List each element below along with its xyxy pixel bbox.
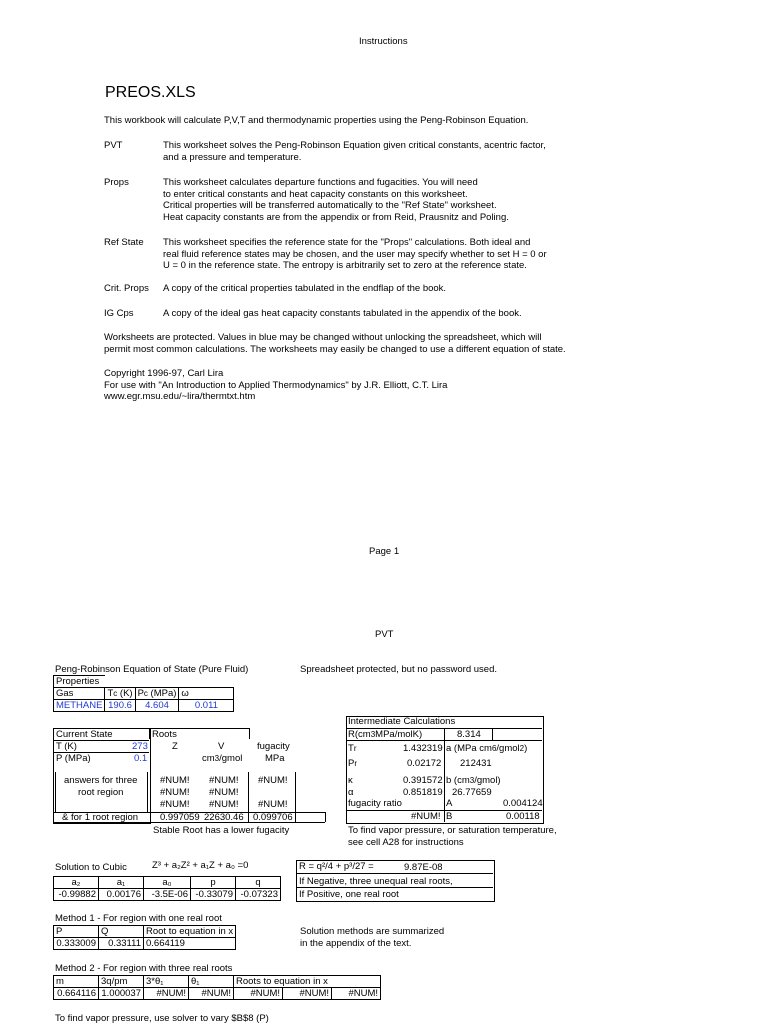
col-tc: Tc (K) [105, 688, 135, 700]
fugacity-root: #NUM! [258, 799, 288, 810]
method1-label: Method 1 - For region with one real root [55, 913, 222, 924]
tr-value: 1.432319 [403, 743, 443, 754]
section-label: PVT [104, 140, 123, 151]
omega-input[interactable]: 0.011 [179, 700, 234, 712]
pr-label: Pr [348, 758, 358, 769]
fugacity-ratio-label: fugacity ratio [348, 798, 402, 809]
positive-note: If Positive, one real root [299, 889, 399, 900]
section-text: This worksheet calculates departure functions and fugacities. You will need to enter critical constants and heat capacity constants on this worksheet. Critical properties will be transferred automatically to the "Ref State" worksheet. Heat capacity constants are from the appendix or from Reid, Prausnitz and Poling. [163, 177, 509, 223]
z-value: 0.997059 [160, 812, 200, 823]
intro-text: This workbook will calculate P,V,T and thermodynamic properties using the Peng-Robinson Equation. [104, 115, 529, 126]
gas-input[interactable]: METHANE [54, 700, 105, 712]
fugacity-unit: MPa [265, 753, 285, 764]
intermediate-title: Intermediate Calculations [348, 716, 456, 727]
r-value: 9.87E-08 [404, 862, 443, 873]
z-root: #NUM! [160, 799, 190, 810]
stable-root-note: Stable Root has a lower fugacity [153, 825, 290, 836]
solver-note: To find vapor pressure, use solver to vary $B$8 (P) [55, 1013, 269, 1024]
section-label: Ref State [104, 237, 144, 248]
vapor-pressure-note: see cell A28 for instructions [348, 837, 464, 848]
document-title: PREOS.XLS [105, 84, 196, 101]
p-input[interactable]: 0.1 [134, 753, 148, 764]
fugacity-ratio-value: #NUM! [411, 811, 441, 822]
t-label: T (K) [56, 741, 77, 752]
p-label: P (MPa) [56, 753, 91, 764]
section-text: A copy of the critical properties tabulated in the endflap of the book. [163, 283, 447, 294]
kappa-value: 0.391572 [403, 775, 443, 786]
A-value: 0.004124 [503, 798, 543, 809]
b-value: 26.77659 [452, 787, 492, 798]
z-header: Z [172, 741, 178, 752]
protect-note: Spreadsheet protected, but no password used. [300, 664, 497, 675]
properties-label: Properties [54, 676, 105, 688]
method1-table: P Q Root to equation in x 0.333009 0.33111 0.664119 [53, 925, 236, 950]
col-omega: ω [179, 688, 234, 700]
a-value: 212431 [460, 758, 492, 769]
current-state-label: Current State [56, 729, 113, 740]
a-label: a (MPa cm6/gmol2) [446, 743, 528, 754]
B-value: 0.00118 [506, 811, 540, 822]
method2-table: m 3q/pm 3*θ₁ θ₁ Roots to equation in x 0.664116 1.000037 #NUM! #NUM! #NUM! #NUM! #NUM! [53, 975, 381, 1000]
pr-value: 0.02172 [407, 758, 442, 769]
section-text: This worksheet specifies the reference state for the "Props" calculations. Both ideal and real fluid reference states may be chosen, and the user may specify whether to set H = 0 or U = 0 in the reference state. The entropy is arbitrarily set to zero at the reference state. [163, 237, 547, 271]
tr-label: Tr [348, 743, 357, 754]
kappa-label: κ [348, 775, 353, 786]
alpha-label: α [348, 787, 354, 798]
r-label: R(cm3MPa/molK) [348, 729, 423, 740]
z-root: #NUM! [160, 787, 190, 798]
A-label: A [446, 798, 453, 809]
alpha-value: 0.851819 [403, 787, 443, 798]
B-label: B [446, 811, 453, 822]
section-text: This worksheet solves the Peng-Robinson Equation given critical constants, acentric factor, and a pressure and temperature. [163, 140, 546, 163]
method2-label: Method 2 - For region with three real roots [55, 963, 233, 974]
z-root: #NUM! [160, 775, 190, 786]
roots-label: Roots [152, 729, 177, 740]
b-label: b (cm3/gmol) [446, 775, 501, 786]
v-root: #NUM! [209, 787, 239, 798]
section-text: A copy of the ideal gas heat capacity constants tabulated in the appendix of the book. [163, 308, 522, 319]
properties-table [53, 675, 234, 712]
section-label: Props [104, 177, 129, 188]
one-root-label: & for 1 root region [62, 812, 139, 823]
v-header: V [218, 741, 225, 752]
v-value: 22630.46 [204, 812, 244, 823]
copyright-block: Copyright 1996-97, Carl Lira For use with "An Introduction to Applied Thermodynamics" by J.R. Elliott, C.T. Lira www.egr.msu.edu/~lira/thermtxt.htm [104, 368, 448, 402]
r-equation: R = q²/4 + p³/27 = [299, 861, 374, 872]
col-gas: Gas [54, 688, 105, 700]
negative-note: If Negative, three unequal real roots, [299, 876, 453, 887]
page-header: PVT [375, 629, 394, 640]
tc-input[interactable]: 190.6 [105, 700, 135, 712]
t-input[interactable]: 273 [132, 741, 148, 752]
section-label: Crit. Props [104, 283, 149, 294]
v-unit: cm3/gmol [202, 753, 243, 764]
fugacity-value: 0.099706 [253, 812, 293, 823]
fugacity-header: fugacity [257, 741, 290, 752]
three-root-label: root region [78, 787, 124, 798]
col-pc: Pc (MPa) [135, 688, 179, 700]
three-root-label: answers for three [64, 775, 138, 786]
cubic-equation: Z³ + a₂Z² + a₁Z + a₀ =0 [152, 860, 249, 871]
eos-title: Peng-Robinson Equation of State (Pure Fluid) [55, 664, 249, 675]
methods-note: Solution methods are summarized [300, 926, 445, 937]
protected-note: Worksheets are protected. Values in blue may be changed without unlocking the spreadsheet, which will permit most common calculations. The worksheets may easily be changed to use a different equation of state. [104, 332, 566, 355]
vapor-pressure-note: To find vapor pressure, or saturation temperature, [348, 825, 557, 836]
v-root: #NUM! [209, 775, 239, 786]
page-header: Instructions [359, 36, 408, 47]
methods-note: in the appendix of the text. [300, 938, 412, 949]
cubic-label: Solution to Cubic [55, 862, 127, 873]
url-link[interactable]: www.egr.msu.edu/~lira/thermtxt.htm [104, 391, 256, 402]
r-value: 8.314 [457, 729, 481, 740]
v-root: #NUM! [209, 799, 239, 810]
fugacity-root: #NUM! [258, 775, 288, 786]
cubic-table: a₂ a₁ a₀ p q -0.99882 0.00176 -3.5E-06 -0.33079 -0.07323 [53, 876, 281, 901]
page-footer: Page 1 [369, 546, 400, 557]
section-label: IG Cps [104, 308, 134, 319]
pc-input[interactable]: 4.604 [135, 700, 179, 712]
